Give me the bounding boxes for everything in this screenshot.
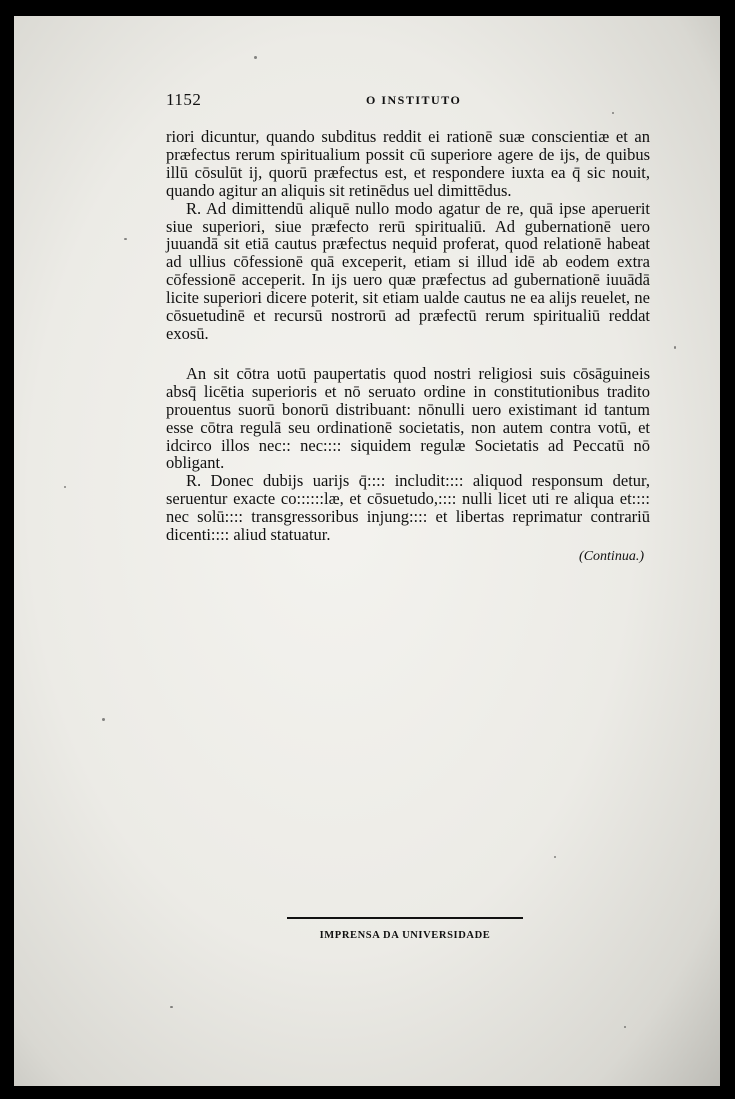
paragraph-spacer (166, 343, 650, 365)
scanned-page (14, 16, 720, 1086)
page-number: 1152 (166, 90, 202, 109)
paragraph-answer-1: R. Ad dimittendū aliquē nullo modo agatur de re, quā ipse aperuerit siue superiori, siue præfecto rerū spiritualiū. Ad gubernationē uero juuandā sit etiā cautus præfectus nequid proferat, quod relationē habeat ad ullius cōfessionē quā exceperit, etiam si illud idē ab eodem extra cōfessionē acceperit. In ijs uero quæ præfectus ad gubernationē iuuādā licite superiori dicere poterit, sit etiam ualde cautus ne ea alijs reuelet, ne cōsuetudinē et recursū nostrorū ad præfectū rerum spiritualiū reddat exosū. (166, 198, 650, 343)
print-speck (254, 56, 257, 59)
print-speck (64, 486, 66, 488)
printer-imprint: IMPRENSA DA UNIVERSIDADE (319, 930, 491, 941)
page-header (166, 90, 650, 112)
print-speck (170, 1006, 173, 1008)
body-text (166, 128, 650, 566)
print-speck (612, 112, 614, 114)
footer-rule (287, 917, 523, 919)
paragraph-question-1-continued: riori dicuntur, quando subditus reddit ei rationē suæ conscientiæ et an præfectus rerum spiritualium possit cū superiore agere de ijs, de quibus illū cōsulūt ij, quorū præfectus est, et respondere iuxta ea q̄ sic nouit, quando agitur an aliquis sit retinēdus uel dimittēdus. (166, 127, 650, 200)
print-speck (124, 238, 127, 240)
print-speck (102, 718, 105, 721)
continuation-note: (Continua.) (579, 548, 644, 564)
paragraph-answer-2: R. Donec dubijs uarijs q̄:::: includit:::: aliquod responsum detur, seruentur exacte co::::::læ, et cōsuetudo,:::: nulli licet uti re aliqua et:::: nec solū:::: transgressoribus injung:::: et libertas reprimatur contrariū dicenti:::: aliud statuatur. (166, 471, 650, 545)
paragraph-question-2: An sit cōtra uotū paupertatis quod nostri religiosi suis cōsāguineis absq̄ licētia superioris et nō seruato ordine in constitutionibus tradito prouentus suorū bonorū distribuant: nōnulli uero existimant id tantum esse cōtra regulā seu ordinationē societatis, non autem contra votū, et idcirco illos nec:: nec:::: siquidem regulæ Societatis ad Peccatū nō obligant. (166, 363, 650, 473)
print-speck (554, 856, 556, 858)
print-speck (674, 346, 676, 349)
running-title: O INSTITUTO (366, 93, 462, 107)
print-speck (624, 1026, 626, 1028)
